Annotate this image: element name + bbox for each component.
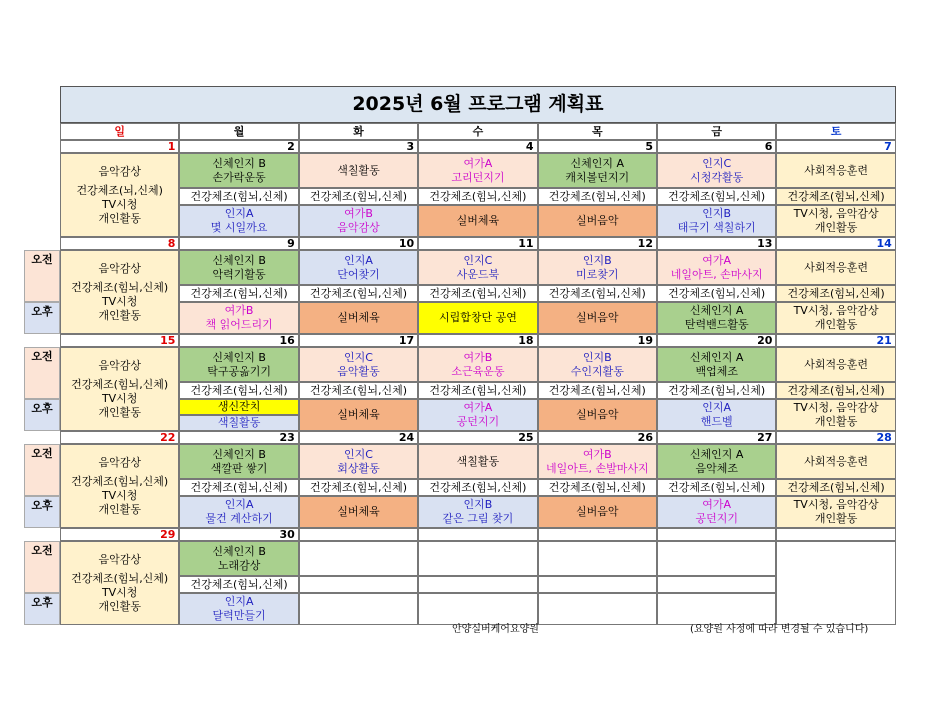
schedule-cell — [179, 496, 298, 528]
cell-line: 개인활동 — [814, 512, 858, 525]
cell-line: 사회적응훈련 — [804, 163, 868, 177]
cell-line: 건강체조(힘뇌,신체) — [190, 189, 288, 203]
cell-line: 여가B — [582, 447, 612, 461]
cell-line: 시립합창단 공연 — [438, 311, 517, 325]
schedule-cell — [657, 382, 776, 399]
schedule-cell — [179, 153, 298, 188]
cell-line: 인지B — [702, 207, 732, 221]
schedule-cell — [179, 285, 298, 302]
schedule-cell — [418, 347, 537, 382]
cell-line: 태극기 색칠하기 — [677, 221, 756, 234]
cell-line: TV시청, 음악감상 — [793, 498, 879, 512]
cell-line: 음악감상 — [98, 164, 141, 178]
cell-line: 실버음악 — [576, 311, 619, 325]
schedule-cell — [179, 250, 298, 285]
schedule-cell — [179, 444, 298, 479]
day-number: 12 — [538, 237, 657, 250]
cell-line: 인지A — [224, 595, 254, 609]
schedule-cell — [776, 444, 895, 479]
cell-line: 건강체조(힘뇌,신체) — [309, 189, 408, 203]
day-number: 6 — [657, 140, 776, 153]
cell-line: 수인지활동 — [570, 364, 624, 378]
cell-line: 네일아트, 손발마사지 — [545, 461, 649, 475]
cell-line: TV시청, 음악감상 — [793, 304, 879, 318]
schedule-cell — [299, 188, 418, 205]
cell-line: 건강체조(힘뇌,신체) — [668, 480, 766, 494]
cell-line: 악력기활동 — [212, 267, 266, 281]
cell-line: 신체인지 B — [212, 156, 266, 170]
footer-notice: (요양원 사정에 따라 변경될 수 있습니다) — [690, 624, 869, 635]
cell-line: 회상활동 — [337, 461, 380, 475]
schedule-cell — [657, 496, 776, 528]
cell-line: 건강체조(힘뇌,신체) — [71, 572, 169, 586]
day-number: 15 — [60, 334, 179, 347]
cell-line: 고리던지기 — [451, 170, 505, 184]
day-number: 19 — [538, 334, 657, 347]
cell-line: 실버음악 — [576, 408, 619, 422]
cell-line: 신체인지 A — [689, 447, 744, 461]
schedule-cell — [299, 347, 418, 382]
schedule-cell — [776, 205, 895, 237]
schedule-cell — [299, 250, 418, 285]
schedule-cell — [418, 205, 537, 237]
schedule-cell — [179, 399, 298, 415]
schedule-cell — [60, 153, 179, 237]
schedule-cell — [538, 479, 657, 496]
cell-line: 탄력밴드활동 — [684, 318, 749, 331]
day-number — [538, 528, 657, 541]
schedule-cell — [299, 205, 418, 237]
schedule-cell — [418, 496, 537, 528]
day-number: 11 — [418, 237, 537, 250]
cell-line: 건강체조(힘뇌,신체) — [787, 383, 885, 397]
cell-line: 인지B — [463, 498, 493, 512]
cell-line: 인지C — [463, 253, 493, 267]
cell-line: 건강체조(힘뇌,신체) — [787, 480, 885, 494]
cell-line: TV시청 — [101, 586, 138, 599]
cell-line: 실버음악 — [576, 214, 619, 228]
schedule-cell — [776, 285, 895, 302]
day-number — [299, 528, 418, 541]
schedule-cell — [776, 496, 895, 528]
cell-line: 실버체육 — [337, 408, 380, 422]
schedule-cell — [657, 250, 776, 285]
weekday-header: 화 — [299, 123, 418, 140]
day-number: 8 — [60, 237, 179, 250]
cell-line: 건강체조(힘뇌,신체) — [787, 286, 885, 300]
cell-line: 개인활동 — [814, 221, 858, 234]
cell-line: 인지A — [702, 401, 732, 415]
day-number: 9 — [179, 237, 298, 250]
schedule-cell — [776, 479, 895, 496]
day-number: 17 — [299, 334, 418, 347]
cell-line: 건강체조(힘뇌,신체) — [548, 189, 646, 203]
schedule-cell — [299, 285, 418, 302]
cell-line: 음악체조 — [695, 461, 738, 475]
calendar — [24, 0, 894, 708]
schedule-cell — [538, 153, 657, 188]
schedule-cell — [657, 541, 776, 576]
cell-line: 책 읽어드리기 — [205, 318, 273, 331]
schedule-cell — [776, 382, 895, 399]
day-number: 20 — [657, 334, 776, 347]
cell-line: 건강체조(힘뇌,신체) — [429, 189, 527, 203]
schedule-cell — [538, 541, 657, 576]
schedule-cell — [418, 382, 537, 399]
schedule-cell — [179, 347, 298, 382]
pm-label: 오후 — [24, 399, 60, 431]
cell-line: 물건 계산하기 — [205, 512, 273, 525]
day-number: 28 — [776, 431, 895, 444]
schedule-cell — [776, 250, 895, 285]
cell-line: 건강체조(힘뇌,신체) — [548, 286, 646, 300]
cell-line: 건강체조(힘뇌,신체) — [429, 480, 527, 494]
schedule-cell — [657, 153, 776, 188]
cell-line: 건강체조(힘뇌,신체) — [429, 286, 527, 300]
am-label: 오전 — [24, 347, 60, 399]
cell-line: 인지C — [344, 447, 373, 461]
schedule-cell — [776, 153, 895, 188]
schedule-cell — [538, 444, 657, 479]
schedule-cell — [538, 285, 657, 302]
schedule-cell — [179, 382, 298, 399]
day-number: 24 — [299, 431, 418, 444]
schedule-cell — [657, 399, 776, 431]
cell-line: 인지A — [344, 253, 373, 267]
schedule-cell — [657, 479, 776, 496]
day-number — [418, 528, 537, 541]
cell-line: 건강체조(힘뇌,신체) — [190, 480, 288, 494]
cell-line: 건강체조(힘뇌,신체) — [429, 383, 527, 397]
schedule-cell — [418, 285, 537, 302]
schedule-cell — [179, 302, 298, 334]
cell-line: 신체인지 A — [689, 350, 744, 364]
weekday-header: 금 — [657, 123, 776, 140]
cell-line: 색칠활동 — [456, 454, 500, 468]
schedule-cell — [299, 382, 418, 399]
cell-line: 색칠활동 — [217, 416, 261, 430]
cell-line: 인지B — [582, 253, 612, 267]
schedule-cell — [657, 576, 776, 593]
schedule-cell — [299, 444, 418, 479]
schedule-cell — [418, 399, 537, 431]
schedule-cell — [179, 541, 298, 576]
day-number: 25 — [418, 431, 537, 444]
schedule-cell — [418, 250, 537, 285]
schedule-cell — [776, 188, 895, 205]
cell-line: 건강체조(힘뇌,신체) — [309, 480, 408, 494]
cell-line: 손가락운동 — [212, 170, 266, 184]
cell-line: 여가A — [463, 401, 493, 415]
schedule-cell — [776, 347, 895, 382]
cell-line: 실버음악 — [576, 505, 619, 519]
cell-line: 건강체조(힘뇌,신체) — [668, 286, 766, 300]
cell-line: 같은 그림 찾기 — [442, 512, 514, 525]
cell-line: 건강체조(힘뇌,신체) — [548, 480, 646, 494]
schedule-cell — [179, 188, 298, 205]
cell-line: 개인활동 — [98, 211, 141, 225]
schedule-cell — [179, 593, 298, 625]
cell-line: 신체인지 A — [689, 304, 744, 318]
cell-line: 신체인지 A — [570, 156, 625, 170]
cell-line: 개인활동 — [814, 318, 858, 331]
schedule-cell — [538, 593, 657, 625]
cell-line: 건강체조(힘뇌,신체) — [787, 189, 885, 203]
schedule-cell — [418, 153, 537, 188]
cell-line: 여가B — [224, 304, 254, 318]
schedule-cell — [299, 541, 418, 576]
cell-line: 실버체육 — [337, 311, 380, 325]
schedule-cell — [776, 399, 895, 431]
schedule-cell — [299, 399, 418, 431]
day-number: 14 — [776, 237, 895, 250]
footer-facility: 안양실버케어요양원 — [452, 624, 539, 635]
day-number: 4 — [418, 140, 537, 153]
am-label: 오전 — [24, 250, 60, 302]
cell-line: 인지C — [702, 156, 732, 170]
schedule-cell — [299, 593, 418, 625]
schedule-cell — [657, 302, 776, 334]
schedule-cell — [299, 153, 418, 188]
schedule-cell — [179, 415, 298, 431]
day-number: 3 — [299, 140, 418, 153]
cell-line: 음악활동 — [337, 364, 380, 378]
day-number: 7 — [776, 140, 895, 153]
cell-line: 음악감상 — [98, 261, 141, 275]
day-number: 29 — [60, 528, 179, 541]
schedule-cell — [418, 541, 537, 576]
cell-line: 건강체조(힘뇌,신체) — [71, 281, 169, 295]
schedule-cell — [657, 444, 776, 479]
cell-line: 건강체조(힘뇌,신체) — [309, 286, 408, 300]
cell-line: 공던지기 — [456, 415, 500, 428]
cell-line: 건강체조(힘뇌,신체) — [190, 577, 288, 591]
page-title: 2025년 6월 프로그램 계획표 — [60, 86, 896, 123]
schedule-cell — [299, 302, 418, 334]
cell-line: 실버체육 — [456, 214, 500, 228]
cell-line: 인지A — [224, 207, 254, 221]
day-number: 1 — [60, 140, 179, 153]
cell-line: 음악감상 — [98, 358, 141, 372]
cell-line: 미로찾기 — [576, 267, 619, 281]
cell-line: 여가B — [463, 350, 493, 364]
cell-line: 건강체조(힘뇌,신체) — [668, 189, 766, 203]
weekday-header: 목 — [538, 123, 657, 140]
schedule-cell — [776, 302, 895, 334]
cell-line: 개인활동 — [98, 599, 141, 613]
schedule-cell — [418, 444, 537, 479]
schedule-cell — [299, 479, 418, 496]
cell-line: 신체인지 B — [212, 447, 266, 461]
cell-line: 음악감상 — [98, 552, 141, 566]
cell-line: 음악감상 — [98, 455, 141, 469]
schedule-cell — [538, 250, 657, 285]
cell-line: 백업체조 — [695, 364, 738, 378]
cell-line: TV시청 — [101, 198, 138, 211]
day-number: 5 — [538, 140, 657, 153]
cell-line: 시청각활동 — [690, 170, 744, 184]
schedule-cell — [538, 576, 657, 593]
cell-line: 건강체조(힘뇌,신체) — [668, 383, 766, 397]
cell-line: TV시청, 음악감상 — [793, 207, 879, 221]
schedule-cell — [538, 302, 657, 334]
schedule-cell — [538, 382, 657, 399]
pm-label: 오후 — [24, 593, 60, 625]
cell-line: 핸드벨 — [700, 415, 733, 428]
schedule-cell — [299, 576, 418, 593]
schedule-cell — [657, 285, 776, 302]
cell-line: TV시청 — [101, 392, 138, 405]
day-number — [657, 528, 776, 541]
cell-line: 여가A — [702, 498, 732, 512]
day-number: 23 — [179, 431, 298, 444]
schedule-cell — [60, 541, 179, 625]
cell-line: 여가A — [702, 253, 732, 267]
schedule-cell — [657, 205, 776, 237]
cell-line: 몇 시일까요 — [210, 221, 268, 234]
cell-line: 개인활동 — [98, 502, 141, 516]
cell-line: 신체인지 B — [212, 350, 266, 364]
cell-line: 개인활동 — [98, 405, 141, 419]
schedule-cell — [657, 188, 776, 205]
cell-line: 음악감상 — [337, 221, 380, 234]
cell-line: 공던지기 — [695, 512, 738, 525]
cell-line: 건강체조(힘뇌,신체) — [309, 383, 408, 397]
cell-line: 사회적응훈련 — [804, 260, 868, 274]
cell-line: 여가B — [344, 207, 373, 221]
cell-line: 건강체조(힘뇌,신체) — [548, 383, 646, 397]
cell-line: TV시청, 음악감상 — [793, 401, 879, 415]
cell-line: 건강체조(힘뇌,신체) — [71, 475, 169, 489]
cell-line: 건강체조(뇌,신체) — [76, 184, 163, 198]
schedule-cell — [776, 541, 895, 625]
day-number: 13 — [657, 237, 776, 250]
am-label: 오전 — [24, 541, 60, 593]
schedule-cell — [60, 347, 179, 431]
day-number: 21 — [776, 334, 895, 347]
day-number — [776, 528, 895, 541]
cell-line: 인지B — [582, 350, 612, 364]
cell-line: 개인활동 — [98, 308, 141, 322]
cell-line: 신체인지 B — [212, 544, 266, 558]
weekday-header: 월 — [179, 123, 298, 140]
day-number: 2 — [179, 140, 298, 153]
cell-line: 색칠활동 — [337, 163, 380, 177]
cell-line: 탁구공옮기기 — [207, 364, 271, 378]
schedule-cell — [299, 496, 418, 528]
cell-line: TV시청 — [101, 489, 138, 502]
schedule-cell — [657, 347, 776, 382]
day-number: 10 — [299, 237, 418, 250]
schedule-cell — [538, 347, 657, 382]
cell-line: 사회적응훈련 — [804, 454, 868, 468]
cell-line: 네일아트, 손마사지 — [670, 267, 763, 281]
cell-line: 개인활동 — [814, 415, 858, 428]
schedule-cell — [179, 479, 298, 496]
cell-line: 소근육운동 — [451, 364, 505, 378]
weekday-header: 일 — [60, 123, 179, 140]
cell-line: 건강체조(힘뇌,신체) — [71, 378, 169, 392]
cell-line: 인지C — [344, 350, 373, 364]
schedule-cell — [418, 302, 537, 334]
cell-line: 건강체조(힘뇌,신체) — [190, 286, 288, 300]
cell-line: 색깔판 쌓기 — [210, 461, 268, 475]
cell-line: 생신잔치 — [217, 400, 261, 414]
schedule-cell — [538, 205, 657, 237]
day-number: 16 — [179, 334, 298, 347]
pm-label: 오후 — [24, 496, 60, 528]
day-number: 18 — [418, 334, 537, 347]
cell-line: 인지A — [224, 498, 254, 512]
cell-line: 달력만들기 — [212, 609, 266, 622]
schedule-cell — [60, 444, 179, 528]
cell-line: 사운드북 — [456, 267, 500, 281]
weekday-header: 수 — [418, 123, 537, 140]
cell-line: 캐치볼던지기 — [565, 170, 630, 184]
weekday-header: 토 — [776, 123, 895, 140]
day-number: 22 — [60, 431, 179, 444]
schedule-cell — [418, 479, 537, 496]
pm-label: 오후 — [24, 302, 60, 334]
schedule-cell — [179, 205, 298, 237]
schedule-cell — [538, 399, 657, 431]
cell-line: 건강체조(힘뇌,신체) — [190, 383, 288, 397]
cell-line: 여가A — [463, 156, 493, 170]
schedule-cell — [179, 576, 298, 593]
schedule-cell — [418, 188, 537, 205]
schedule-cell — [418, 576, 537, 593]
cell-line: 단어찾기 — [337, 267, 380, 281]
day-number: 27 — [657, 431, 776, 444]
schedule-cell — [538, 496, 657, 528]
cell-line: 신체인지 B — [212, 253, 266, 267]
cell-line: 실버체육 — [337, 505, 380, 519]
schedule-cell — [60, 250, 179, 334]
schedule-cell — [538, 188, 657, 205]
day-number: 26 — [538, 431, 657, 444]
day-number: 30 — [179, 528, 298, 541]
cell-line: TV시청 — [101, 295, 138, 308]
cell-line: 사회적응훈련 — [804, 357, 868, 371]
cell-line: 노래감상 — [217, 558, 261, 572]
am-label: 오전 — [24, 444, 60, 496]
